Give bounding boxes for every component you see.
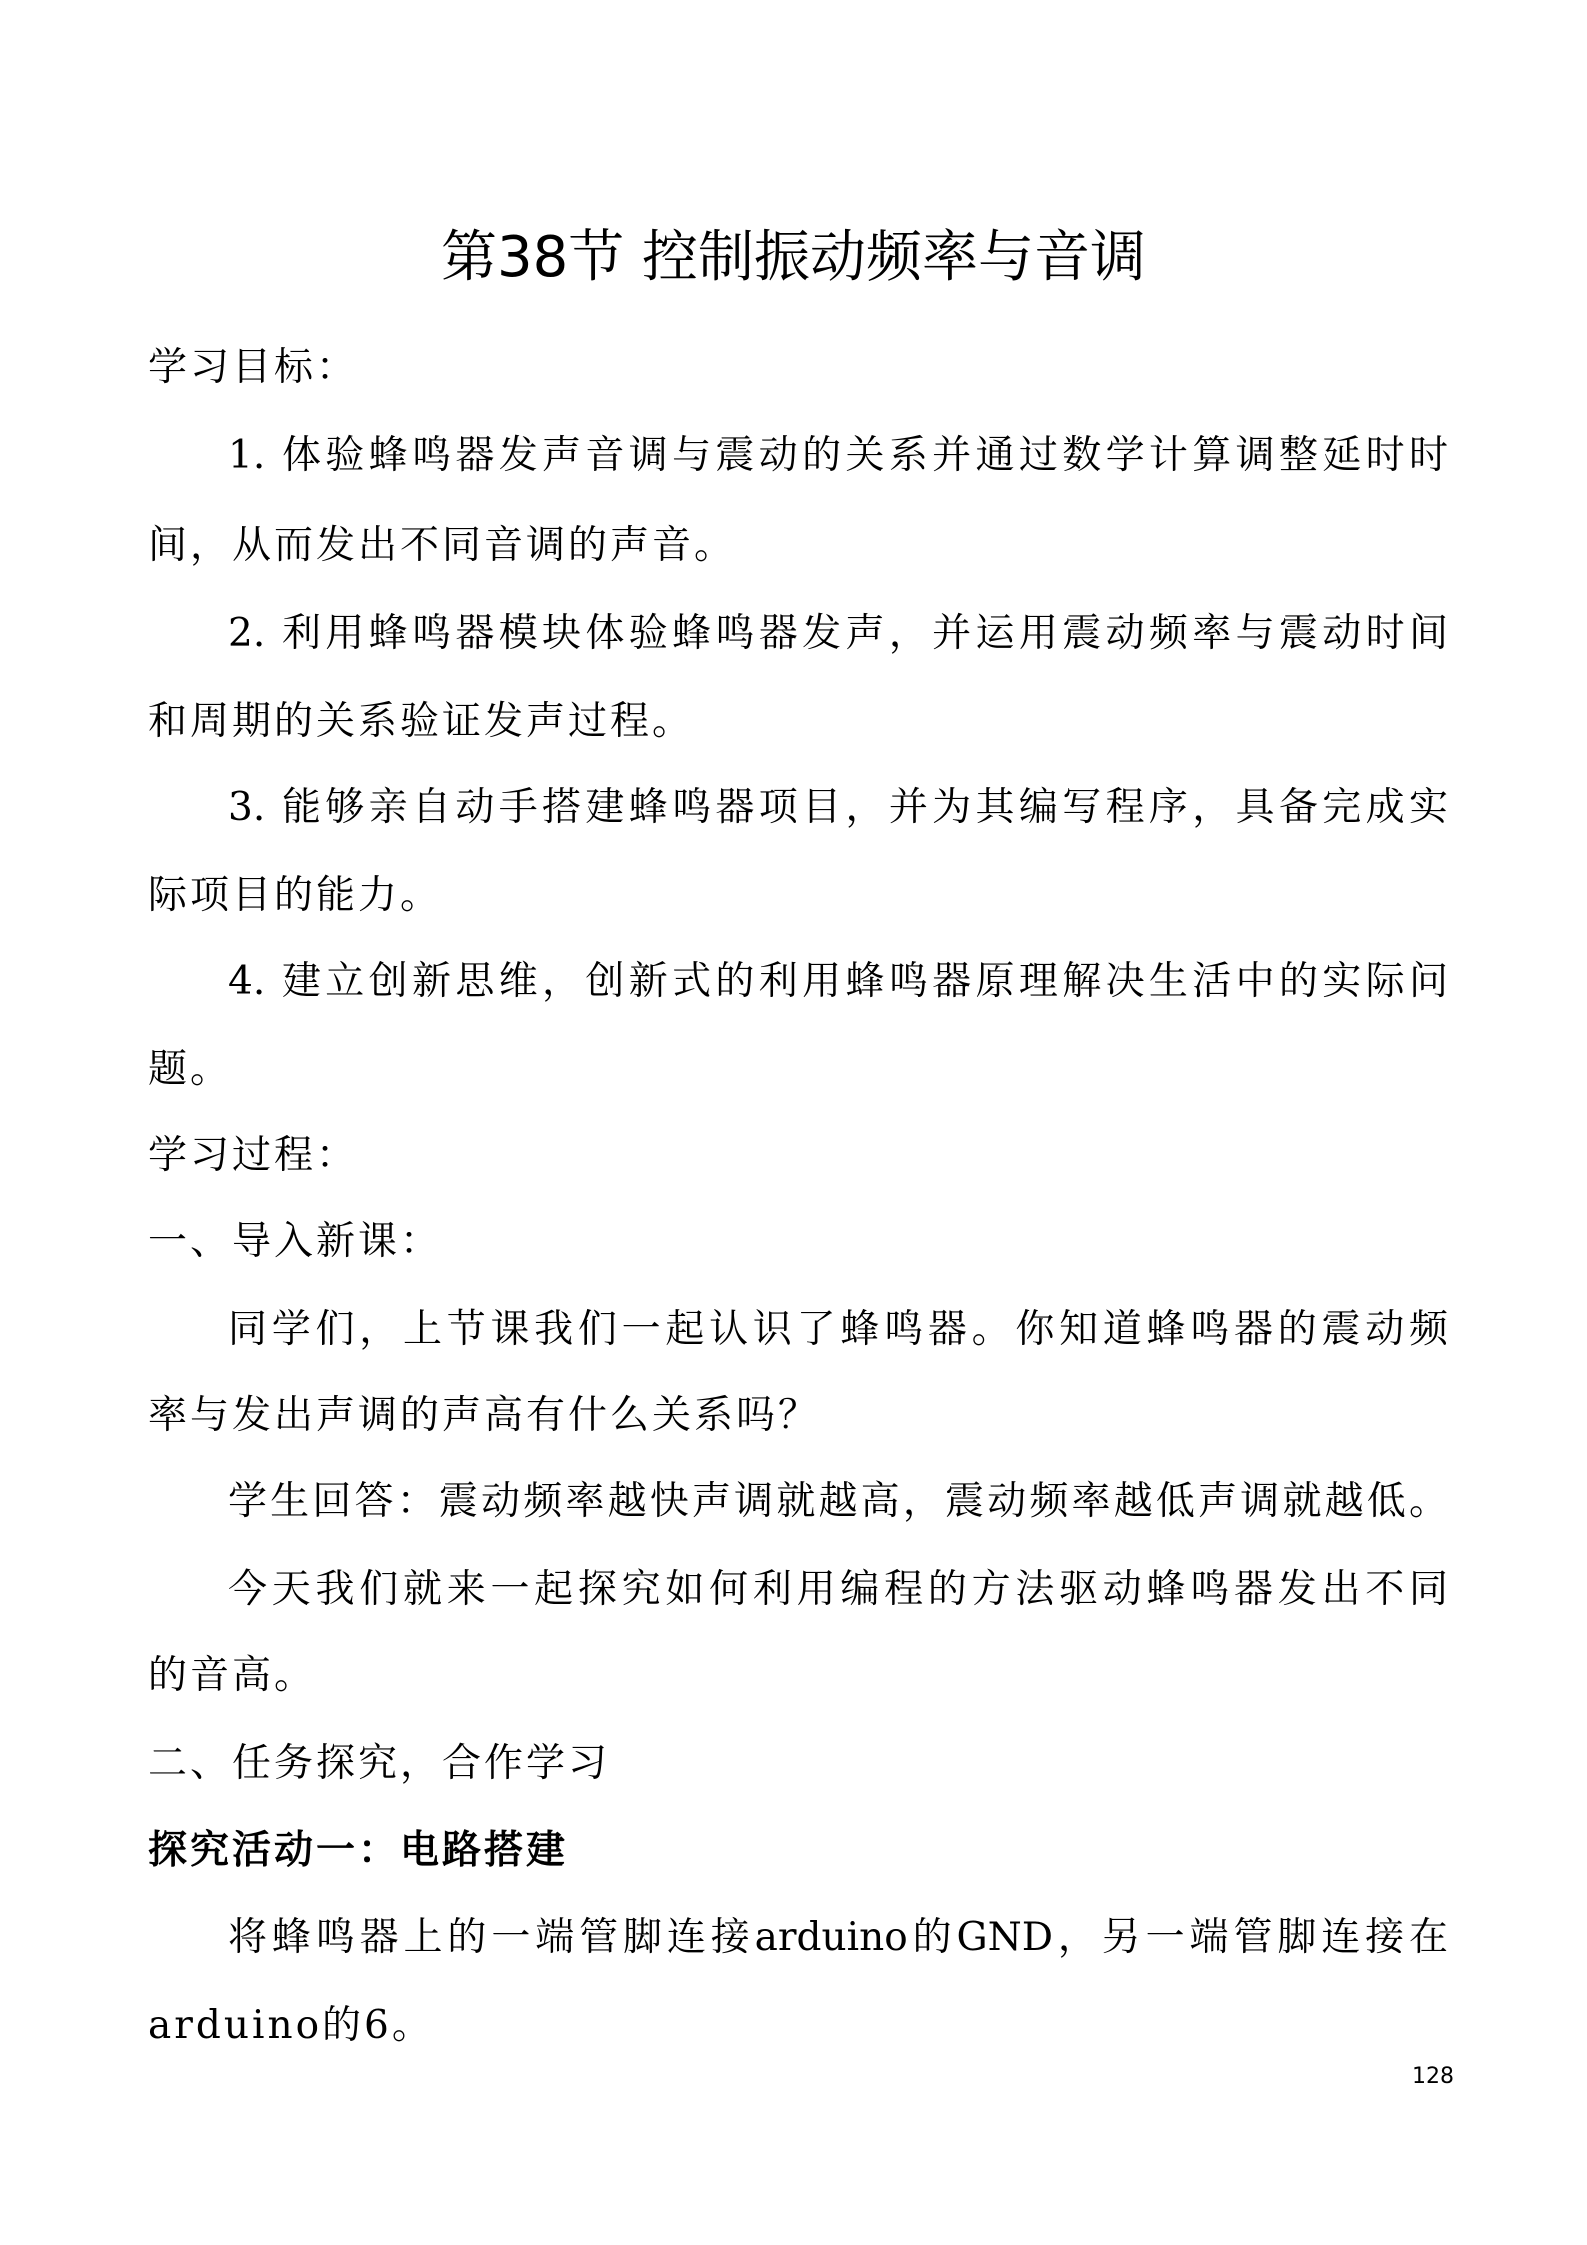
section-2-heading: 二、任务探究，合作学习: [148, 1741, 611, 1786]
page-number: 128: [1412, 2064, 1454, 2089]
goal-2-line-2: 和周期的关系验证发声过程。: [148, 699, 695, 744]
intro-paragraph-line-1: 同学们，上节课我们一起认识了蜂鸣器。你知道蜂鸣器的震动频: [228, 1307, 1448, 1352]
student-answer: 学生回答：震动频率越快声调就越高，震动频率越低声调就越低。: [228, 1479, 1448, 1524]
intro-paragraph-line-2: 率与发出声调的声高有什么关系吗？: [148, 1393, 821, 1438]
goal-4-line-2: 题。: [148, 1047, 233, 1092]
circuit-paragraph-line-2: arduino的6。: [148, 2003, 434, 2048]
today-paragraph-line-2: 的音高。: [148, 1653, 317, 1698]
goal-1-line-1: 1. 体验蜂鸣器发声音调与震动的关系并通过数学计算调整延时时: [228, 433, 1448, 478]
page-title: 第38节 控制振动频率与音调: [440, 225, 1147, 290]
section-1-heading: 一、导入新课：: [148, 1219, 443, 1264]
goals-heading: 学习目标：: [148, 345, 359, 390]
goal-3-line-1: 3. 能够亲自动手搭建蜂鸣器项目，并为其编写程序，具备完成实: [228, 785, 1448, 830]
today-paragraph-line-1: 今天我们就来一起探究如何利用编程的方法驱动蜂鸣器发出不同: [228, 1567, 1448, 1612]
activity-1-heading: 探究活动一：电路搭建: [148, 1827, 569, 1873]
goal-2-line-1: 2. 利用蜂鸣器模块体验蜂鸣器发声，并运用震动频率与震动时间: [228, 611, 1448, 656]
goal-1-line-2: 间，从而发出不同音调的声音。: [148, 523, 737, 568]
goal-3-line-2: 际项目的能力。: [148, 873, 443, 918]
circuit-paragraph-line-1: 将蜂鸣器上的一端管脚连接arduino的GND，另一端管脚连接在: [228, 1915, 1448, 1960]
goal-4-line-1: 4. 建立创新思维，创新式的利用蜂鸣器原理解决生活中的实际问: [228, 959, 1448, 1004]
process-heading: 学习过程：: [148, 1133, 359, 1178]
